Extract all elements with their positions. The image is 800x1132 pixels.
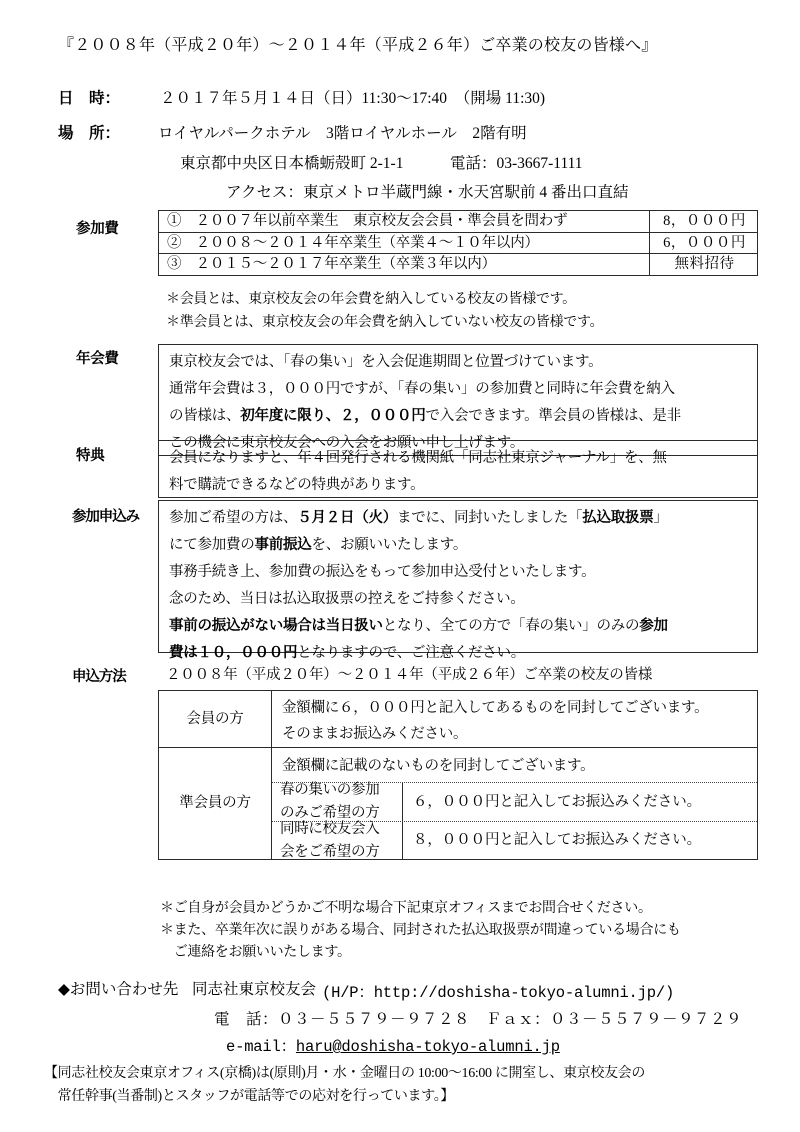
annualfee-line-3 bbox=[169, 403, 749, 430]
method-note-3: ご連絡をお願いいたします。 bbox=[160, 945, 351, 960]
annualfee-line3-pre: の皆様は、 bbox=[169, 408, 241, 424]
fee-desc: ② ２００８～２０１４年卒業生（卒業４～１０年以内） bbox=[167, 234, 539, 251]
opt-label-line2: 会をご希望の方 bbox=[280, 843, 380, 860]
app-l6-strong: 費は１０，０００円 bbox=[169, 645, 298, 661]
fee-price: 無料招待 bbox=[649, 254, 757, 275]
annualfee-line-2: 通常年会費は３，０００円ですが、「春の集い」の参加費と同時に年会費を納入 bbox=[169, 381, 675, 397]
benefit-line-1: 会員になりますと、年４回発行される機関紙「同志社東京ジャーナル」を、無 bbox=[169, 450, 667, 466]
opt-label-line2: のみご希望の方 bbox=[280, 805, 380, 821]
application-line-2 bbox=[169, 532, 749, 559]
fee-desc: ① ２００７年以前卒業生 東京校友会会員・準会員を問わず bbox=[167, 213, 568, 229]
benefit-box bbox=[158, 440, 758, 498]
table-row bbox=[159, 253, 757, 275]
method-note-1: ＊ご自身が会員かどうかご不明な場合下記東京オフィスまでお問合せください。 bbox=[160, 901, 652, 916]
method-section-label: 申込方法 bbox=[72, 669, 126, 685]
member-body bbox=[272, 691, 757, 747]
application-line-4: 念のため、当日は払込取扱票の控えをご持参ください。 bbox=[169, 591, 525, 607]
contact-heading: ◆お問い合わせ先 bbox=[58, 981, 179, 998]
member-text bbox=[272, 691, 757, 751]
associate-intro-row bbox=[272, 748, 757, 782]
contact-email-row bbox=[226, 1040, 560, 1056]
annualfee-section-label: 年会費 bbox=[76, 351, 119, 367]
table-row bbox=[159, 691, 757, 747]
application-section-label: 参加申込み bbox=[72, 509, 139, 525]
benefit-section-label: 特典 bbox=[76, 448, 105, 464]
table-row bbox=[159, 232, 757, 254]
fee-section-label: 参加費 bbox=[76, 221, 119, 237]
contact-url[interactable]: (H/P：http://doshisha-tokyo-alumni.jp/) bbox=[322, 984, 675, 1002]
email-address[interactable]: haru@doshisha-tokyo-alumni.jp bbox=[295, 1038, 560, 1056]
fee-desc: ③ ２０１５～２０１７年卒業生（卒業３年以内） bbox=[167, 256, 496, 272]
app-l2-strong: 事前振込 bbox=[254, 537, 312, 553]
datetime-label: 日 時： bbox=[58, 90, 121, 107]
associate-option-row bbox=[272, 782, 757, 821]
fee-note-2: ＊準会員とは、東京校友会の年会費を納入していない校友の皆様です。 bbox=[166, 315, 604, 330]
application-line-1 bbox=[169, 505, 749, 532]
app-l1-pre: 参加ご希望の方は、 bbox=[169, 510, 298, 526]
venue-line-2: 東京都中央区日本橋蛎殻町 2-1-1 電話：03-3667-1111 bbox=[180, 155, 583, 172]
app-l5-strong1: 事前の振込がない場合は当日扱い bbox=[169, 618, 383, 634]
app-l2-post: を、お願いいたします。 bbox=[311, 537, 468, 553]
fee-table bbox=[158, 210, 758, 276]
office-hours-note-1: 【同志社校友会東京オフィス(京橋)は(原則)月・水・金曜日の 10:00～16:00 に開室し、東京校友会の bbox=[44, 1066, 645, 1081]
table-row bbox=[159, 211, 757, 232]
member-line-1: 金額欄に６，０００円と記入してあるものを同封してございます。 bbox=[282, 700, 709, 716]
method-heading: ２００８年（平成２０年）～２０１４年（平成２６年）ご卒業の校友の皆様 bbox=[166, 667, 653, 683]
benefit-line-2: 料で購読できるなどの特典があります。 bbox=[169, 477, 425, 493]
fee-note-1: ＊会員とは、東京校友会の年会費を納入している校友の皆様です。 bbox=[166, 292, 576, 307]
opt-label-line1: 同時に校友会入 bbox=[280, 820, 380, 837]
office-hours-note-2: 常任幹事(当番制)とスタッフが電話等での応対を行っています。】 bbox=[44, 1089, 455, 1104]
application-line-6 bbox=[169, 640, 749, 667]
associate-option-label bbox=[272, 783, 403, 821]
app-l5-strong2: 参加 bbox=[639, 618, 668, 634]
method-table bbox=[158, 690, 758, 860]
venue-label: 場 所： bbox=[58, 125, 121, 142]
associate-option-value: ８，０００円と記入してお振込みください。 bbox=[413, 832, 701, 849]
page-title: 『２００８年（平成２０年）～２０１４年（平成２６年）ご卒業の校友の皆様へ』 bbox=[58, 37, 658, 54]
associate-option-row bbox=[272, 821, 757, 859]
associate-option-label bbox=[272, 822, 403, 859]
application-box bbox=[158, 500, 758, 661]
contact-tel-line: 電 話：０３－５５７９－９７２８ Ｆａｘ：０３－５５７９－９７２９ bbox=[214, 1011, 743, 1028]
app-l1-mid: までに、同封いたしました「 bbox=[397, 510, 583, 526]
method-note-2: ＊また、卒業年次に誤りがある場合、同封された払込取扱票が間違っている場合にも bbox=[160, 923, 681, 938]
table-row bbox=[159, 747, 757, 859]
app-l1-strong2: 払込取扱票 bbox=[582, 510, 654, 526]
contact-org: 同志社東京校友会 bbox=[192, 981, 317, 998]
fee-price: 8，０００円 bbox=[649, 211, 757, 232]
annualfee-line-4: この機会に東京校友会への入会をお願い申し上げます。 bbox=[169, 435, 525, 451]
opt-label-line1: 春の集いの参加 bbox=[280, 782, 380, 798]
annualfee-line-1: 東京校友会では、「春の集い」を入会促進期間と位置づけています。 bbox=[169, 354, 603, 370]
associate-body bbox=[272, 748, 757, 859]
venue-line-3: アクセス：東京メトロ半蔵門線・水天宮駅前 4 番出口直結 bbox=[226, 184, 629, 201]
associate-intro: 金額欄に記載のないものを同封してございます。 bbox=[282, 758, 595, 774]
app-l1-post: 」 bbox=[653, 510, 668, 526]
datetime-value: ２０１７年５月１４日（日）11:30～17:40 （開場 11:30) bbox=[160, 90, 546, 107]
member-line-2: そのままお振込みください。 bbox=[282, 726, 468, 742]
venue-line-1: ロイヤルパークホテル 3階ロイヤルホール 2階有明 bbox=[158, 125, 527, 142]
fee-price: 6，０００円 bbox=[649, 233, 757, 254]
annualfee-line3-strong: 初年度に限り、２，０００円 bbox=[240, 408, 426, 424]
application-line-5 bbox=[169, 613, 749, 640]
app-l1-strong1: ５月２日（火） bbox=[297, 510, 397, 526]
member-label: 会員の方 bbox=[159, 691, 272, 747]
application-line-3: 事務手続き上、参加費の振込をもって参加申込受付といたします。 bbox=[169, 564, 596, 580]
associate-label: 準会員の方 bbox=[159, 748, 272, 859]
associate-option-value: ６，０００円と記入してお振込みください。 bbox=[413, 793, 701, 810]
annualfee-line3-post: で入会できます。準会員の皆様は、是非 bbox=[425, 408, 681, 424]
email-label: e-mail： bbox=[226, 1038, 296, 1056]
app-l6-post: となりますので、ご注意ください。 bbox=[297, 645, 525, 661]
app-l2-pre: にて参加費の bbox=[169, 537, 255, 553]
app-l5-mid: となり、全ての方で「春の集い」のみの bbox=[382, 618, 640, 634]
